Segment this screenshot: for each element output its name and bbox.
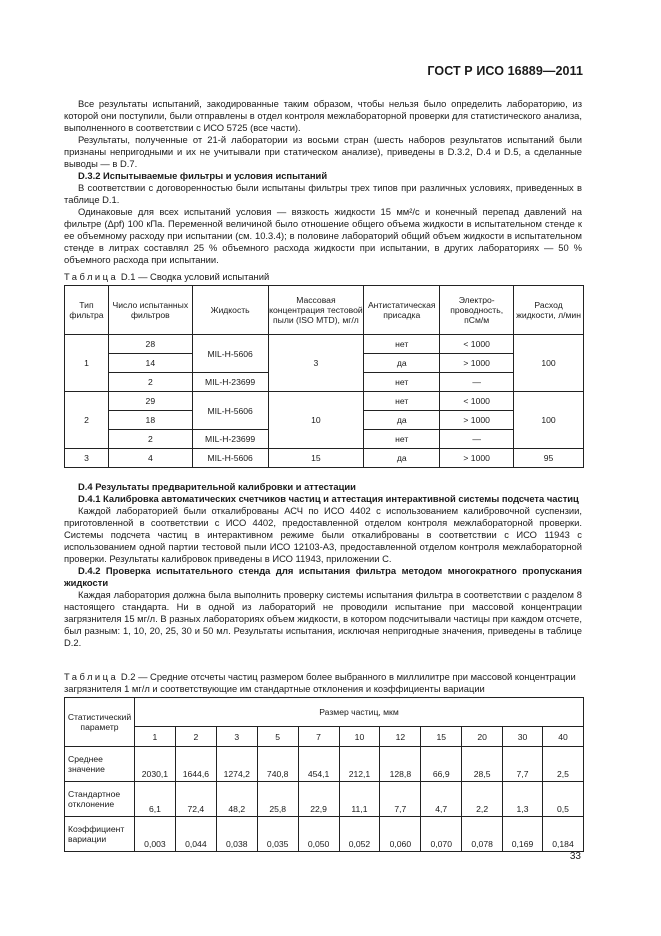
- cell: 0,044: [175, 817, 216, 852]
- cell: MIL-H-5606: [192, 392, 268, 430]
- table-row: [65, 782, 584, 817]
- col-header: Число испытанных фильтров: [108, 286, 192, 335]
- cell: 0,184: [542, 817, 583, 852]
- table2-caption: Таблица D.2 — Средние отсчеты частиц размером более выбранного в миллилитре при массовой концентрации загрязнителя 1 мг/л и соответствующие им стандартные отклонения и коэффициенты вариации: [64, 671, 576, 694]
- cell: 2,2: [462, 782, 503, 817]
- cell: > 1000: [440, 411, 514, 430]
- cell: < 1000: [440, 392, 514, 411]
- cell: 0,038: [216, 817, 257, 852]
- intro-text: [64, 98, 582, 266]
- size-col-header: 40: [542, 727, 583, 747]
- cell: 2,5: [542, 747, 583, 782]
- cell: —: [440, 430, 514, 449]
- cell: 4: [108, 449, 192, 468]
- size-col-header: 15: [421, 727, 462, 747]
- cell: 48,2: [216, 782, 257, 817]
- cell: нет: [364, 335, 440, 354]
- row-label: Коэффициент вариации: [65, 817, 135, 852]
- intro-paragraph-2: Результаты, полученные от 21-й лаборатории из восьми стран (шесть наборов результатов испытаний были признаны непригодными и их не учитывали при статическом анализе), приведены в D.3.2, D.4 и D.5, а сделанные выводы — в D.7.: [64, 134, 582, 169]
- cell: 0,003: [134, 817, 175, 852]
- cell: 10: [268, 392, 364, 449]
- section-d42-heading: D.4.2 Проверка испытательного стенда для испытания фильтра методом многократного пропускания жидкости: [64, 565, 582, 588]
- d32-paragraph-1: В соответствии с договоренностью были испытаны фильтры трех типов при различных условиях, приведенных в таблице D.1.: [64, 182, 582, 205]
- cell: 1274,2: [216, 747, 257, 782]
- cell: > 1000: [440, 449, 514, 468]
- size-col-header: 10: [339, 727, 380, 747]
- table1-caption: Таблица D.1 — Сводка условий испытаний: [64, 271, 270, 282]
- cell: 100: [514, 392, 584, 449]
- col-header: Тип фильтра: [65, 286, 109, 335]
- cell: 740,8: [257, 747, 298, 782]
- size-col-header: 20: [462, 727, 503, 747]
- row-label: Стандартное отклонение: [65, 782, 135, 817]
- document-header: ГОСТ Р ИСО 16889—2011: [427, 64, 583, 78]
- cell: MIL-H-23699: [192, 430, 268, 449]
- size-col-header: 30: [503, 727, 543, 747]
- d42-paragraph: Каждая лаборатория должна была выполнить проверку системы испытания фильтра в соответствии с разделом 8 настоящего стандарта. Ни в одной из лабораторий не проводили испытание при массовой концентрации загрязнителя 15 мг/л. В разных лабораториях объем жидкости, в котором подсчитывали частицы при каждом отсчете, был разным: 1, 10, 20, 25, 30 и 50 мл. Результаты испытания, исключая непригодные значения, приведены в таблице D.2.: [64, 589, 582, 648]
- cell: 0,5: [542, 782, 583, 817]
- row-label: Среднее значение: [65, 747, 135, 782]
- cell: 22,9: [298, 782, 339, 817]
- table-row: [65, 747, 584, 782]
- section-d32-heading: D.3.2 Испытываемые фильтры и условия испытаний: [78, 170, 328, 181]
- cell: да: [364, 354, 440, 373]
- cell: нет: [364, 392, 440, 411]
- cell: 2: [108, 430, 192, 449]
- size-col-header: 3: [216, 727, 257, 747]
- cell: 128,8: [380, 747, 421, 782]
- cell: —: [440, 373, 514, 392]
- size-col-header: 2: [175, 727, 216, 747]
- col-header: Антистатическая присадка: [364, 286, 440, 335]
- param-header: Статистический параметр: [65, 698, 135, 747]
- cell: MIL-H-23699: [192, 373, 268, 392]
- cell: нет: [364, 430, 440, 449]
- cell: 0,169: [503, 817, 543, 852]
- cell: да: [364, 411, 440, 430]
- table-row: [65, 817, 584, 852]
- cell: 7,7: [503, 747, 543, 782]
- col-header: Жидкость: [192, 286, 268, 335]
- cell: 0,052: [339, 817, 380, 852]
- cell: 28,5: [462, 747, 503, 782]
- cell: < 1000: [440, 335, 514, 354]
- d41-paragraph: Каждой лабораторией были откалиброваны АСЧ по ИСО 4402 с использованием калибровочной суспензии, приготовленной в соответствии с ИСО 4402, предоставленной отделом контроля межлабораторной проверки. Системы подсчета частиц в интерактивном режиме были откалиброваны в соответствии с ИСО 11943 с использованием одной партии тестовой пыли ИСО 12103-А3, предоставленной отделом контроля межлабораторной проверки. Результаты калибровок приведены в ИСО 11943, приложении С.: [64, 505, 582, 564]
- size-col-header: 1: [134, 727, 175, 747]
- table-test-conditions: [64, 285, 584, 468]
- cell: 454,1: [298, 747, 339, 782]
- cell: 100: [514, 335, 584, 392]
- size-col-header: 12: [380, 727, 421, 747]
- cell: 4,7: [421, 782, 462, 817]
- cell: 7,7: [380, 782, 421, 817]
- cell: 2: [108, 373, 192, 392]
- section-d4-heading: D.4 Результаты предварительной калибровки и аттестации: [78, 481, 356, 492]
- cell: 3: [268, 335, 364, 392]
- table-row: [65, 335, 584, 354]
- cell: > 1000: [440, 354, 514, 373]
- cell: 0,050: [298, 817, 339, 852]
- cell: 29: [108, 392, 192, 411]
- page-number: 33: [569, 851, 581, 862]
- cell: 2030,1: [134, 747, 175, 782]
- size-col-header: 7: [298, 727, 339, 747]
- cell: 1644,6: [175, 747, 216, 782]
- cell: 28: [108, 335, 192, 354]
- table-header-row: [65, 286, 584, 335]
- cell: 3: [65, 449, 109, 468]
- size-col-header: 5: [257, 727, 298, 747]
- intro-paragraph-1: Все результаты испытаний, закодированные таким образом, чтобы нельзя было определить лабораторию, из которой они поступили, были отправлены в отдел контроля межлабораторной проверки для статистического анализа, выполненного в соответствии с ИСО 5725 (все части).: [64, 98, 582, 133]
- cell: 2: [65, 392, 109, 449]
- table-header-row: [65, 698, 584, 727]
- cell: 25,8: [257, 782, 298, 817]
- cell: 18: [108, 411, 192, 430]
- table-row: [65, 449, 584, 468]
- section-d4: [64, 481, 582, 649]
- cell: нет: [364, 373, 440, 392]
- cell: 212,1: [339, 747, 380, 782]
- cell: 66,9: [421, 747, 462, 782]
- cell: 95: [514, 449, 584, 468]
- cell: 0,078: [462, 817, 503, 852]
- section-d41-heading: D.4.1 Калибровка автоматических счетчиков частиц и аттестация интерактивной системы подсчета частиц: [78, 493, 579, 504]
- cell: 11,1: [339, 782, 380, 817]
- cell: 14: [108, 354, 192, 373]
- cell: 1: [65, 335, 109, 392]
- table-particle-counts: [64, 697, 584, 852]
- cell: 6,1: [134, 782, 175, 817]
- sizes-row: [65, 727, 584, 747]
- cell: 0,060: [380, 817, 421, 852]
- cell: 0,035: [257, 817, 298, 852]
- cell: 72,4: [175, 782, 216, 817]
- table-row: [65, 392, 584, 411]
- cell: 1,3: [503, 782, 543, 817]
- col-header: Массовая концентрация тестовой пыли (ISO MTD), мг/л: [268, 286, 364, 335]
- cell: MIL-H-5606: [192, 335, 268, 373]
- cell: 0,070: [421, 817, 462, 852]
- cell: 15: [268, 449, 364, 468]
- cell: MIL-H-5606: [192, 449, 268, 468]
- d32-paragraph-2: Одинаковые для всех испытаний условия — вязкость жидкости 15 мм²/с и конечный перепад давлений на фильтре (Δpf) 100 кПа. Переменной величиной было отношение общего объема жидкости в испытательном стенде к ее объемному расходу при испытании (см. 10.3.4); в половине лабораторий общий объем жидкости в испытательном стенде в литрах составлял 25 % объемного расхода жидкости при испытании, в других лабораториях — 50 % объемного расхода при испытании.: [64, 206, 582, 265]
- size-header: Размер частиц, мкм: [134, 698, 583, 727]
- cell: да: [364, 449, 440, 468]
- col-header: Расход жидкости, л/мин: [514, 286, 584, 335]
- col-header: Электро-проводность, пСм/м: [440, 286, 514, 335]
